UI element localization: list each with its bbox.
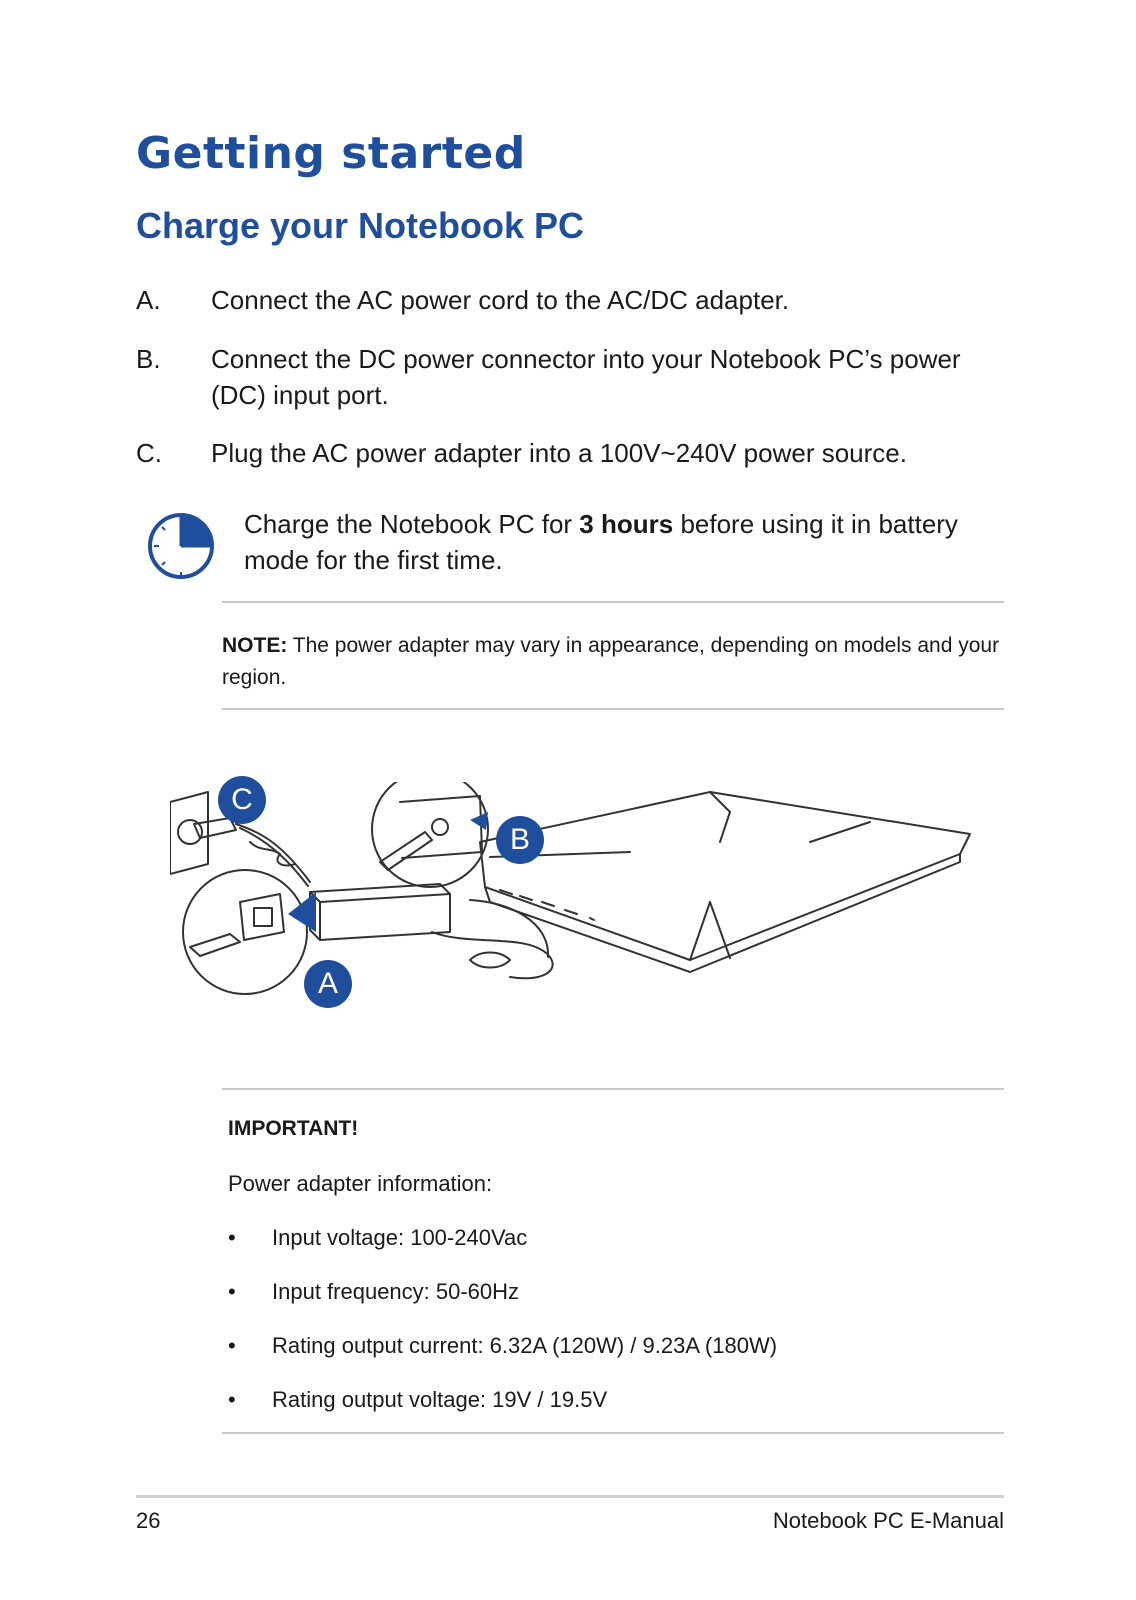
power-adapter: [310, 884, 450, 940]
step-label: B.: [136, 344, 161, 374]
important-intro: Power adapter information:: [228, 1171, 493, 1196]
charge-duration: 3 hours: [579, 509, 674, 539]
important-title: IMPORTANT!: [228, 1117, 359, 1140]
laptop: [480, 792, 970, 960]
bullet: •: [228, 1333, 236, 1358]
divider: [222, 601, 1004, 603]
step-text: Connect the DC power connector into your Notebook PC’s power (DC) input port.: [211, 344, 961, 410]
footer-divider: [136, 1495, 1004, 1498]
manual-title: Notebook PC E-Manual: [772, 1508, 1004, 1533]
step-label: C.: [136, 438, 162, 468]
section-title: Charge your Notebook PC: [136, 205, 585, 246]
divider: [222, 1432, 1004, 1434]
page-title: Getting started: [136, 128, 526, 179]
bullet: •: [228, 1225, 236, 1250]
bullet: •: [228, 1387, 236, 1412]
step-text: Connect the AC power cord to the AC/DC adapter.: [211, 285, 790, 315]
charge-tip: Charge the Notebook PC for 3 hours before using it in battery mode for the first time.: [244, 509, 958, 575]
step-text: Plug the AC power adapter into a 100V~240V power source.: [211, 438, 907, 468]
note: [222, 630, 1012, 694]
callout-c: C: [218, 776, 266, 824]
clock-icon: [146, 511, 216, 581]
callout-a: A: [304, 960, 352, 1008]
note-text: The power adapter may vary in appearance, depending on models and your region.: [222, 634, 1000, 689]
callout-b: B: [496, 816, 544, 864]
step-label: A.: [136, 285, 161, 315]
page-number: 26: [136, 1508, 161, 1533]
divider: [222, 708, 1004, 710]
divider: [222, 1088, 1004, 1090]
note-label: NOTE:: [222, 634, 288, 657]
charging-illustration: [170, 782, 1010, 1012]
bullet: •: [228, 1279, 236, 1304]
